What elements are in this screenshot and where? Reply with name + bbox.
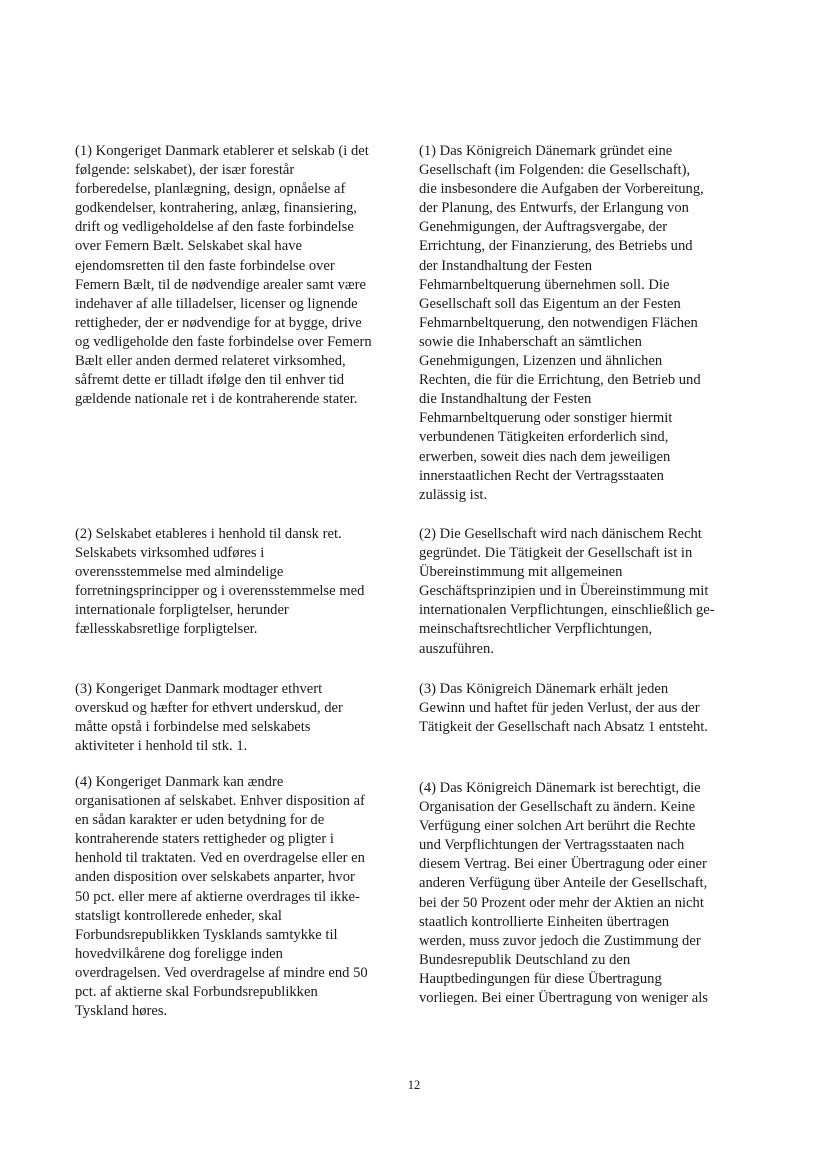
text-line: pct. af aktierne skal Forbundsrepublikken: [75, 984, 318, 1001]
text-line: Tätigkeit der Gesellschaft nach Absatz 1 entsteht.: [419, 719, 708, 736]
paragraph-2-danish: [75, 525, 364, 640]
text-line: måtte opstå i forbindelse med selskabets: [75, 719, 311, 736]
text-line: Bælt eller anden dermed relateret virksomhed,: [75, 353, 346, 370]
text-line: Gesellschaft (im Folgenden: die Gesellschaft),: [419, 162, 691, 179]
text-line: (1) Das Königreich Dänemark gründet eine: [419, 143, 673, 159]
text-line: Hauptbedingungen für diese Übertragung: [419, 970, 662, 987]
text-line: Verfügung einer solchen Art berührt die Rechte: [419, 818, 696, 835]
page-number: 12: [407, 1078, 421, 1092]
text-line: der Instandhaltung der Festen: [419, 257, 593, 274]
text-line: Fehmarnbeltquerung übernehmen soll. Die: [419, 276, 670, 293]
text-line: overdragelsen. Ved overdragelse af mindre end 50: [75, 964, 368, 981]
text-line: Rechten, die für die Errichtung, den Betrieb und: [419, 372, 701, 389]
text-line: vorliegen. Bei einer Übertragung von weniger als: [419, 990, 708, 1007]
text-line: henhold til traktaten. Ved en overdragelse eller en: [75, 850, 365, 867]
text-line: meinschaftsrechtlicher Verpflichtungen,: [419, 621, 653, 638]
text-line: Tyskland høres.: [75, 1003, 168, 1020]
text-line: Genehmigungen, der Auftragsvergabe, der: [419, 219, 668, 236]
text-line: (4) Kongeriget Danmark kan ændre: [75, 774, 284, 790]
text-line: Gewinn und haftet für jeden Verlust, der aus der: [419, 700, 700, 717]
text-line: anden disposition over selskabets anparter, hvor: [75, 869, 355, 886]
text-line: gegründet. Die Tätigkeit der Gesellschaft ist in: [419, 545, 693, 562]
text-line: (2) Selskabet etableres i henhold til dansk ret.: [75, 526, 342, 542]
paragraph-1-danish: [75, 142, 372, 409]
paragraph-3-danish: [75, 680, 343, 756]
text-line: hovedvilkårene dog foreligge inden: [75, 945, 283, 962]
text-line: die insbesondere die Aufgaben der Vorbereitung,: [419, 181, 704, 198]
text-line: forberedelse, planlægning, design, opnåelse af: [75, 181, 346, 198]
text-line: diesem Vertrag. Bei einer Übertragung oder einer: [419, 856, 707, 873]
text-line: staatlich kontrollierte Einheiten übertragen: [419, 913, 670, 930]
text-line: und Verpflichtungen der Vertragsstaaten nach: [419, 837, 685, 854]
text-line: statsligt kontrollerede enheder, skal: [75, 907, 282, 924]
text-line: rettigheder, der er nødvendige for at bygge, drive: [75, 314, 362, 331]
text-line: (3) Kongeriget Danmark modtager ethvert: [75, 681, 323, 697]
text-line: Fehmarnbeltquerung, den notwendigen Flächen: [419, 314, 698, 331]
text-line: Forbundsrepublikken Tysklands samtykke til: [75, 926, 338, 943]
text-line: indehaver af alle tilladelser, licenser og lignende: [75, 295, 358, 312]
text-line: anderen Verfügung über Anteile der Gesellschaft,: [419, 875, 708, 892]
text-line: Genehmigungen, Lizenzen und ähnlichen: [419, 353, 663, 370]
text-line: innerstaatlichen Recht der Vertragsstaaten: [419, 467, 664, 484]
text-line: aktiviteter i henhold til stk. 1.: [75, 738, 248, 755]
text-line: følgende: selskabet), der især forestår: [75, 162, 295, 179]
text-line: forretningsprincipper og i overensstemmelse med: [75, 583, 365, 600]
paragraph-2-german: [419, 525, 715, 659]
text-line: internationale forpligtelser, herunder: [75, 602, 289, 619]
paragraph-4-german: [419, 779, 708, 1008]
text-line: (1) Kongeriget Danmark etablerer et selskab (i det: [75, 143, 369, 159]
text-line: Errichtung, der Finanzierung, des Betriebs und: [419, 238, 693, 255]
text-line: sowie die Inhaberschaft an sämtlichen: [419, 333, 642, 350]
text-line: fællesskabsretlige forpligtelser.: [75, 621, 258, 638]
text-line: over Femern Bælt. Selskabet skal have: [75, 238, 302, 255]
text-line: werden, muss zuvor jedoch die Zustimmung der: [419, 932, 701, 949]
text-line: bei der 50 Prozent oder mehr der Aktien an nicht: [419, 894, 704, 911]
text-line: internationalen Verpflichtungen, einschließlich ge-: [419, 602, 715, 619]
text-line: Übereinstimmung mit allgemeinen: [419, 564, 623, 581]
text-line: såfremt dette er tilladt ifølge den til enhver tid: [75, 372, 345, 389]
text-line: en sådan karakter er uden betydning for de: [75, 812, 325, 829]
text-line: zulässig ist.: [419, 486, 488, 503]
text-line: gældende nationale ret i de kontraherende stater.: [75, 391, 358, 408]
text-line: Selskabets virksomhed udføres i: [75, 545, 265, 562]
text-line: auszuführen.: [419, 640, 494, 657]
text-line: overensstemmelse med almindelige: [75, 564, 284, 581]
text-line: kontraherende staters rettigheder og pligter i: [75, 831, 334, 848]
text-line: (2) Die Gesellschaft wird nach dänischem Recht: [419, 526, 702, 542]
text-line: Bundesrepublik Deutschland zu den: [419, 951, 631, 968]
text-line: ejendomsretten til den faste forbindelse over: [75, 257, 335, 274]
text-line: Gesellschaft soll das Eigentum an der Festen: [419, 295, 681, 312]
text-line: organisationen af selskabet. Enhver disposition af: [75, 793, 365, 810]
text-line: (3) Das Königreich Dänemark erhält jeden: [419, 681, 669, 697]
text-line: godkendelser, kontrahering, anlæg, finansiering,: [75, 200, 357, 217]
text-line: verbundenen Tätigkeiten erforderlich sind,: [419, 429, 669, 446]
text-line: die Instandhaltung der Festen: [419, 391, 592, 408]
text-line: der Planung, des Entwurfs, der Erlangung von: [419, 200, 689, 217]
text-line: Fehmarnbeltquerung oder sonstiger hiermit: [419, 410, 673, 427]
paragraph-3-german: [419, 680, 708, 737]
text-line: og vedligeholde den faste forbindelse over Femern: [75, 333, 372, 350]
text-line: (4) Das Königreich Dänemark ist berechtigt, die: [419, 780, 701, 796]
paragraph-4-danish: [75, 773, 368, 1021]
paragraph-1-german: [419, 142, 704, 505]
text-line: 50 pct. eller mere af aktierne overdrages til ikke-: [75, 888, 360, 905]
text-line: Geschäftsprinzipien und in Übereinstimmung mit: [419, 583, 709, 600]
text-line: erwerben, soweit dies nach dem jeweiligen: [419, 448, 671, 465]
text-line: overskud og hæfter for ethvert underskud, der: [75, 700, 343, 717]
text-line: Femern Bælt, til de nødvendige arealer samt være: [75, 276, 366, 293]
text-line: drift og vedligeholdelse af den faste forbindelse: [75, 219, 354, 236]
text-line: Organisation der Gesellschaft zu ändern. Keine: [419, 799, 696, 816]
